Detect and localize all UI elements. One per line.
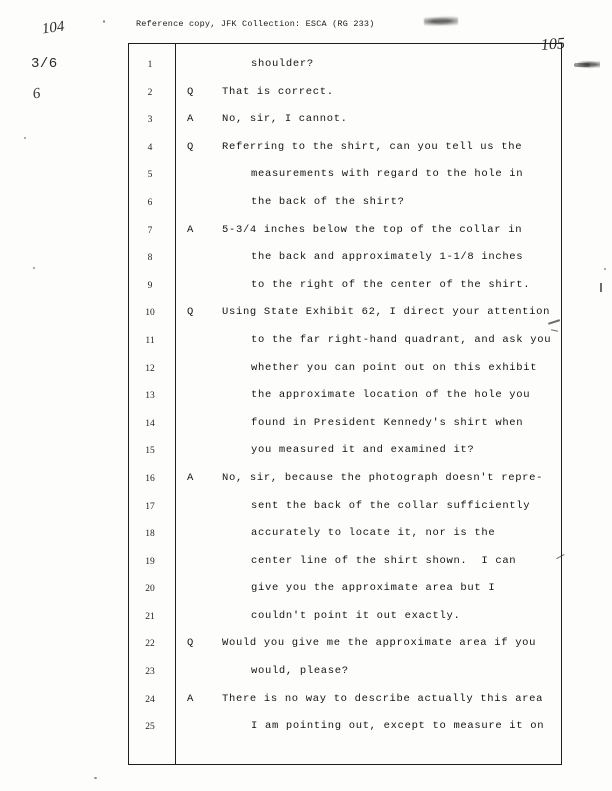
line-number: 20 <box>145 584 155 595</box>
speaker-label: Q <box>187 637 194 650</box>
speaker-label: A <box>187 113 194 126</box>
transcript-line <box>0 497 612 525</box>
transcript-text: Would you give me the approximate area if you <box>222 637 537 650</box>
transcript-body <box>0 55 612 745</box>
line-number: 4 <box>147 142 153 153</box>
transcript-text: center line of the shirt shown. I can <box>251 554 517 567</box>
line-number: 14 <box>145 418 155 429</box>
transcript-line <box>0 248 612 276</box>
speaker-label: Q <box>187 140 194 153</box>
transcript-line <box>0 303 612 331</box>
scan-speck <box>574 63 590 67</box>
transcript-text: accurately to locate it, nor is the <box>251 527 496 540</box>
line-number: 13 <box>145 391 155 402</box>
speaker-label: A <box>187 692 194 705</box>
transcript-line <box>0 359 612 387</box>
transcript-line <box>0 193 612 221</box>
transcript-text: There is no way to describe actually this area <box>222 692 544 705</box>
transcript-line <box>0 221 612 249</box>
ink-smudge-mark <box>424 16 458 27</box>
transcript-text: 5-3/4 inches below the top of the collar in <box>222 223 523 236</box>
line-number: 8 <box>147 253 153 264</box>
transcript-line <box>0 579 612 607</box>
transcript-line <box>0 607 612 635</box>
scan-speck <box>103 20 105 23</box>
line-number: 11 <box>145 335 155 346</box>
transcript-text: give you the approximate area but I <box>251 582 496 595</box>
transcript-line <box>0 662 612 690</box>
speaker-label: A <box>187 223 194 236</box>
transcript-line <box>0 690 612 718</box>
speaker-label: Q <box>187 85 194 98</box>
scan-speck <box>94 777 97 779</box>
transcript-line <box>0 55 612 83</box>
line-number: 22 <box>145 639 155 650</box>
transcript-text: sent the back of the collar sufficiently <box>251 499 531 512</box>
scan-speck <box>24 137 26 139</box>
line-number: 23 <box>145 667 155 678</box>
transcript-text: No, sir, I cannot. <box>222 113 348 126</box>
line-number: 12 <box>145 363 155 374</box>
line-number: 9 <box>147 280 153 291</box>
handwritten-squiggle-mark: 6 <box>31 85 42 103</box>
line-number: 2 <box>147 87 153 98</box>
transcript-text: couldn't point it out exactly. <box>251 609 461 622</box>
speaker-label: Q <box>187 306 194 319</box>
transcript-text: Using State Exhibit 62, I direct your attention <box>222 306 551 319</box>
line-number: 18 <box>145 529 155 540</box>
handwritten-date-mark: 3/6 <box>31 56 58 72</box>
line-number: 16 <box>145 473 155 484</box>
line-number: 10 <box>145 308 155 319</box>
transcript-text: would, please? <box>251 665 349 678</box>
line-number: 21 <box>145 611 155 622</box>
line-number: 17 <box>145 501 155 512</box>
handwritten-page-number-top-right: 105 <box>540 35 566 54</box>
transcript-text: shoulder? <box>251 58 314 70</box>
scan-speck <box>33 267 35 269</box>
transcript-line <box>0 524 612 552</box>
transcript-text: the approximate location of the hole you <box>251 389 531 402</box>
transcript-line <box>0 276 612 304</box>
transcript-line <box>0 469 612 497</box>
transcript-line <box>0 138 612 166</box>
transcript-text: found in President Kennedy's shirt when <box>251 416 524 429</box>
transcript-text: the back of the shirt? <box>251 195 405 208</box>
transcript-line <box>0 717 612 745</box>
scan-speck <box>604 268 606 270</box>
handwritten-page-number-top-left: 104 <box>40 18 66 38</box>
line-number: 3 <box>147 115 153 126</box>
line-number: 19 <box>145 556 155 567</box>
transcript-line <box>0 110 612 138</box>
line-number: 24 <box>145 694 155 705</box>
transcript-text: the back and approximately 1-1/8 inches <box>251 251 524 264</box>
line-number: 15 <box>145 446 155 457</box>
line-number: 1 <box>147 60 153 70</box>
transcript-text: I am pointing out, except to measure it on <box>251 720 545 733</box>
transcript-text: to the right of the center of the shirt. <box>251 278 531 291</box>
scan-tick <box>600 283 602 292</box>
transcript-line <box>0 552 612 580</box>
transcript-text: whether you can point out on this exhibit <box>251 361 538 374</box>
transcript-line <box>0 165 612 193</box>
line-number: 25 <box>145 722 155 733</box>
transcript-line <box>0 386 612 414</box>
transcript-line <box>0 83 612 111</box>
line-number: 7 <box>147 225 153 236</box>
line-number: 5 <box>147 170 153 181</box>
reference-copy-stamp: Reference copy, JFK Collection: ESCA (RG 233) <box>136 19 375 29</box>
transcript-line <box>0 441 612 469</box>
transcript-text: Referring to the shirt, can you tell us the <box>222 140 523 153</box>
transcript-line <box>0 634 612 662</box>
transcript-line <box>0 414 612 442</box>
transcript-text: measurements with regard to the hole in <box>251 168 524 181</box>
transcript-text: No, sir, because the photograph doesn't repre- <box>222 471 544 484</box>
transcript-text: you measured it and examined it? <box>251 444 475 457</box>
transcript-line <box>0 331 612 359</box>
speaker-label: A <box>187 471 194 484</box>
line-number: 6 <box>147 197 153 208</box>
transcript-text: That is correct. <box>222 85 334 98</box>
transcript-text: to the far right-hand quadrant, and ask you <box>251 333 552 346</box>
